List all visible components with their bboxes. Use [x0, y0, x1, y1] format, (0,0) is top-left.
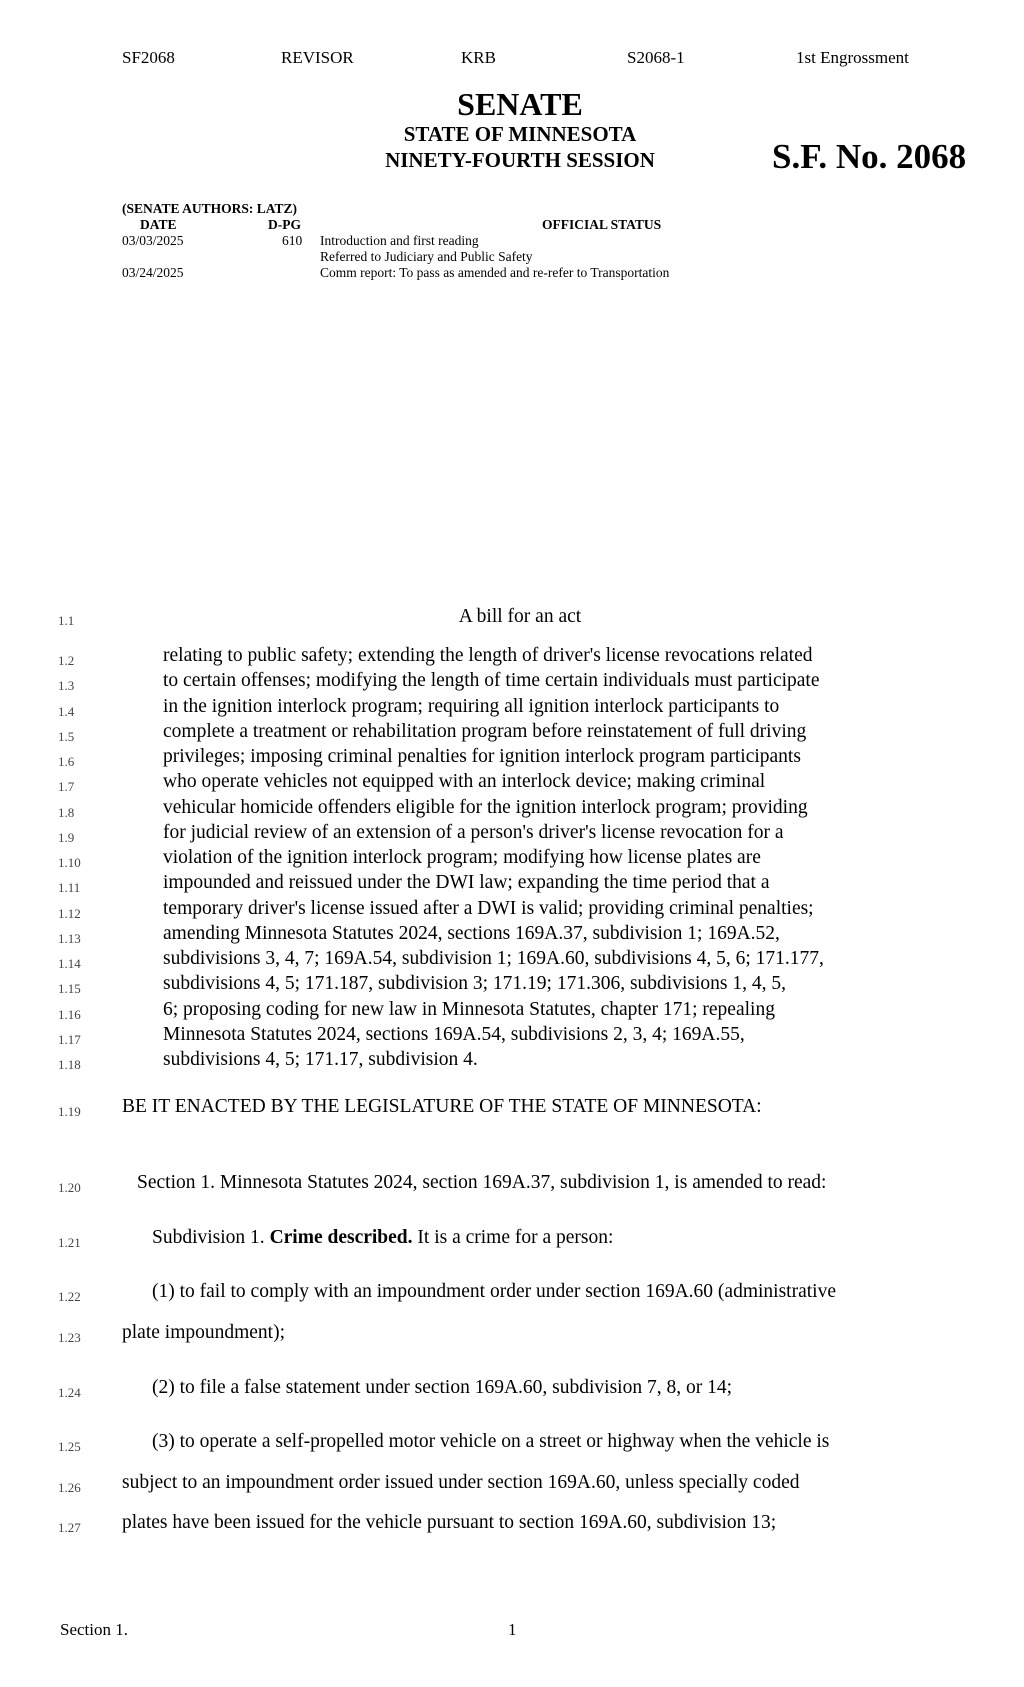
- line-number: 1.10: [58, 855, 81, 870]
- line-number: 1.25: [58, 1439, 81, 1454]
- line-number: 1.6: [58, 754, 75, 769]
- bill-text-line: relating to public safety; extending the length of driver's license revocations related: [163, 645, 813, 666]
- bill-text-line: for judicial review of an extension of a person's driver's license revocation for a: [163, 822, 784, 843]
- bill-text-line: (2) to file a false statement under section 169A.60, subdivision 7, 8, or 14;: [152, 1377, 733, 1398]
- line-number: 1.11: [58, 880, 81, 895]
- title-state: STATE OF MINNESOTA: [403, 122, 637, 146]
- title-session: NINETY-FOURTH SESSION: [385, 148, 655, 172]
- line-number: 1.15: [58, 981, 81, 996]
- header-bill: SF2068: [122, 48, 175, 67]
- status-text-3: Comm report: To pass as amended and re-refer to Transportation: [320, 265, 670, 280]
- line-number: 1.27: [58, 1520, 81, 1535]
- subdivision-intro: It is a crime for a person:: [412, 1227, 614, 1248]
- line-number: 1.17: [58, 1032, 81, 1047]
- bill-text-line: subdivisions 4, 5; 171.187, subdivision 3; 171.19; 171.306, subdivisions 1, 4, 5,: [163, 973, 786, 994]
- line-number: 1.16: [58, 1007, 81, 1022]
- line-number: 1.18: [58, 1057, 81, 1072]
- line-number: 1.26: [58, 1480, 81, 1495]
- footer-section: Section 1.: [60, 1620, 128, 1639]
- bill-text-line: subdivisions 3, 4, 7; 169A.54, subdivision 1; 169A.60, subdivisions 4, 5, 6; 171.177,: [163, 948, 824, 969]
- bill-text-line: impounded and reissued under the DWI law; expanding the time period that a: [163, 872, 770, 893]
- status-col-status: OFFICIAL STATUS: [542, 217, 662, 232]
- bill-text-line: who operate vehicles not equipped with an interlock device; making criminal: [163, 771, 766, 792]
- bill-text-line: to certain offenses; modifying the length of time certain individuals must participate: [163, 670, 820, 691]
- bill-text-line: temporary driver's license issued after a DWI is valid; providing criminal penalties;: [163, 898, 814, 919]
- bill-for-an-act: A bill for an act: [458, 606, 582, 627]
- bill-text-line: subject to an impoundment order issued under section 169A.60, unless specially coded: [122, 1472, 800, 1493]
- line-number: 1.24: [58, 1385, 81, 1400]
- bill-text-line: privileges; imposing criminal penalties for ignition interlock program participants: [163, 746, 801, 767]
- bill-text-line: plates have been issued for the vehicle pursuant to section 169A.60, subdivision 13;: [122, 1512, 777, 1533]
- bill-text-line: subdivisions 4, 5; 171.17, subdivision 4.: [163, 1049, 478, 1070]
- line-number: 1.22: [58, 1289, 81, 1304]
- bill-text-line: 6; proposing coding for new law in Minnesota Statutes, chapter 171; repealing: [163, 999, 775, 1020]
- page-number: 1: [508, 1620, 517, 1639]
- header-code: S2068-1: [627, 48, 685, 67]
- line-number: 1.21: [58, 1235, 81, 1250]
- subdivision-title: Crime described.: [269, 1227, 413, 1248]
- title-senate: SENATE: [457, 86, 583, 122]
- status-date-3: 03/24/2025: [122, 265, 184, 280]
- bill-text-line: plate impoundment);: [122, 1322, 286, 1343]
- line-number: 1.7: [58, 779, 75, 794]
- bill-text-line: complete a treatment or rehabilitation program before reinstatement of full driving: [163, 721, 807, 742]
- bill-text-line: (3) to operate a self-propelled motor vehicle on a street or highway when the vehicle is: [152, 1431, 830, 1452]
- status-text-1: Introduction and first reading: [320, 233, 479, 248]
- line-number: 1.9: [58, 830, 75, 845]
- bill-text-line: violation of the ignition interlock program; modifying how license plates are: [163, 847, 761, 868]
- header-initials: KRB: [461, 48, 496, 67]
- status-col-date: DATE: [140, 217, 177, 232]
- line-number: 1.8: [58, 805, 75, 820]
- bill-text-line: amending Minnesota Statutes 2024, sections 169A.37, subdivision 1; 169A.52,: [163, 923, 780, 944]
- line-number: 1.2: [58, 653, 75, 668]
- bill-text-line: Minnesota Statutes 2024, sections 169A.54, subdivisions 2, 3, 4; 169A.55,: [163, 1024, 745, 1045]
- subdivision-heading: [152, 1227, 613, 1249]
- header-revisor: REVISOR: [281, 48, 354, 67]
- header-engrossment: 1st Engrossment: [796, 48, 909, 67]
- status-date-1: 03/03/2025: [122, 233, 184, 248]
- status-dpg-1: 610: [282, 233, 303, 248]
- line-number: 1.19: [58, 1104, 81, 1119]
- status-text-2: Referred to Judiciary and Public Safety: [320, 249, 533, 264]
- line-number: 1.3: [58, 678, 75, 693]
- bill-number: S.F. No. 2068: [772, 137, 967, 176]
- enacting-clause: BE IT ENACTED BY THE LEGISLATURE OF THE STATE OF MINNESOTA:: [122, 1096, 762, 1117]
- line-number: 1.4: [58, 704, 75, 719]
- line-number: 1.1: [58, 613, 75, 628]
- line-number: 1.23: [58, 1330, 81, 1345]
- subdivision-label: Subdivision 1.: [152, 1227, 270, 1248]
- bill-text-line: vehicular homicide offenders eligible for the ignition interlock program; providing: [163, 797, 808, 818]
- section-heading: Section 1. Minnesota Statutes 2024, section 169A.37, subdivision 1, is amended to read:: [137, 1172, 827, 1193]
- bill-text-line: (1) to fail to comply with an impoundment order under section 169A.60 (administrative: [152, 1281, 836, 1302]
- line-number: 1.12: [58, 906, 81, 921]
- line-number: 1.13: [58, 931, 81, 946]
- line-number: 1.20: [58, 1180, 81, 1195]
- bill-text-line: in the ignition interlock program; requiring all ignition interlock participants to: [163, 696, 780, 717]
- line-number: 1.14: [58, 956, 81, 971]
- line-number: 1.5: [58, 729, 75, 744]
- senate-authors: (SENATE AUTHORS: LATZ): [122, 201, 298, 216]
- status-col-dpg: D-PG: [268, 217, 301, 232]
